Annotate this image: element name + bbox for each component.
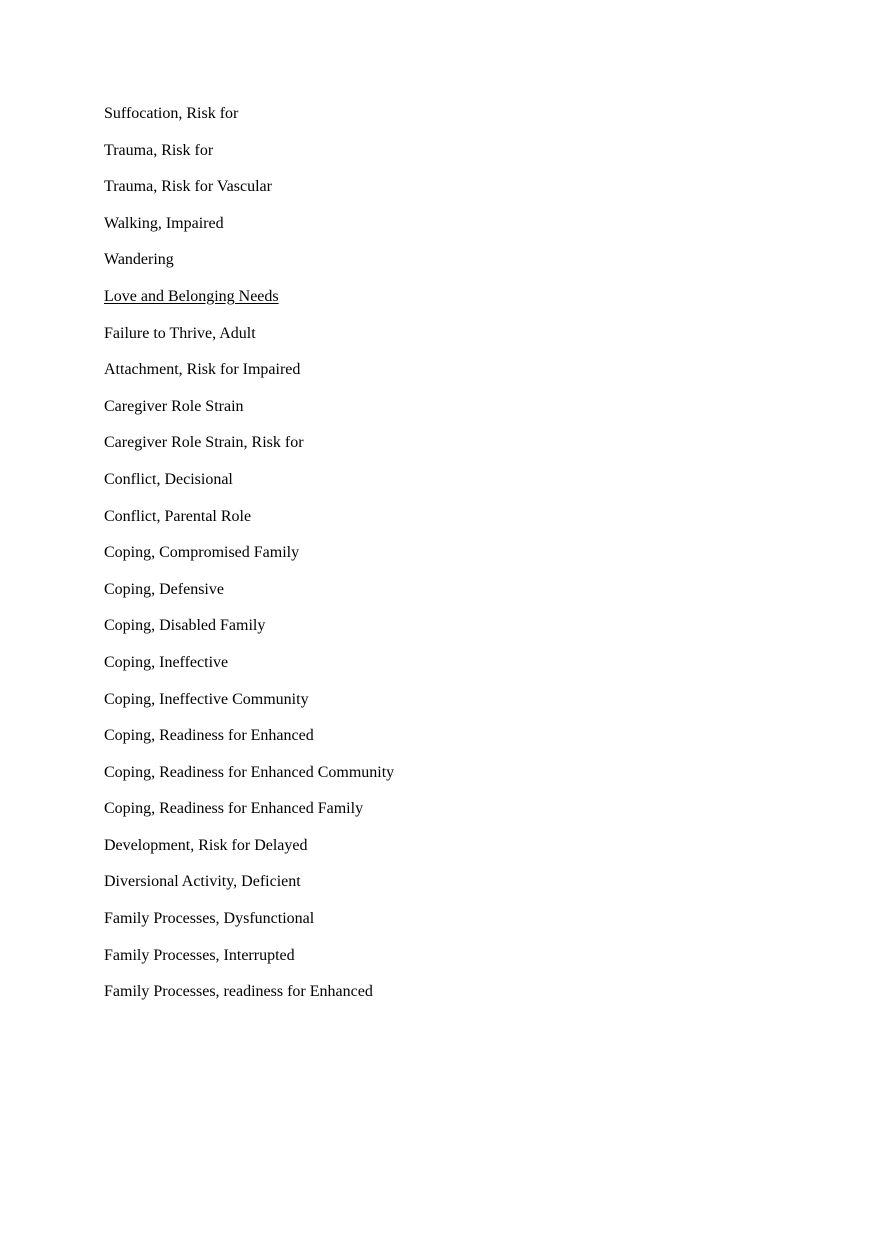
- list-item: Coping, Ineffective Community: [104, 690, 309, 708]
- list-item: Wandering: [104, 251, 174, 269]
- list-item: Coping, Readiness for Enhanced Community: [104, 763, 395, 781]
- list-item: Conflict, Parental Role: [104, 507, 252, 525]
- list-item: Diversional Activity, Deficient: [104, 873, 301, 891]
- list-item: Attachment, Risk for Impaired: [104, 361, 301, 379]
- list-item: Coping, Compromised Family: [104, 544, 300, 562]
- list-item: Walking, Impaired: [104, 214, 224, 232]
- list-item: Development, Risk for Delayed: [104, 836, 308, 854]
- list-item: Coping, Readiness for Enhanced Family: [104, 800, 364, 818]
- list-item: Coping, Ineffective: [104, 653, 229, 671]
- list-item: Trauma, Risk for: [104, 141, 214, 159]
- list-item: Suffocation, Risk for: [104, 105, 239, 122]
- list-item: Coping, Readiness for Enhanced: [104, 727, 314, 745]
- diagnosis-list: [104, 102, 394, 1017]
- list-item: Coping, Disabled Family: [104, 617, 266, 635]
- list-item: Caregiver Role Strain: [104, 397, 244, 415]
- list-item: Trauma, Risk for Vascular: [104, 178, 272, 196]
- list-item: Caregiver Role Strain, Risk for: [104, 434, 304, 452]
- list-item: Family Processes, readiness for Enhanced: [104, 983, 373, 1001]
- list-item: Conflict, Decisional: [104, 470, 233, 488]
- list-item: Family Processes, Interrupted: [104, 946, 295, 964]
- list-item: Family Processes, Dysfunctional: [104, 910, 315, 928]
- section-heading: Love and Belonging Needs: [104, 287, 279, 305]
- list-item: Coping, Defensive: [104, 580, 224, 598]
- list-item: Failure to Thrive, Adult: [104, 324, 256, 342]
